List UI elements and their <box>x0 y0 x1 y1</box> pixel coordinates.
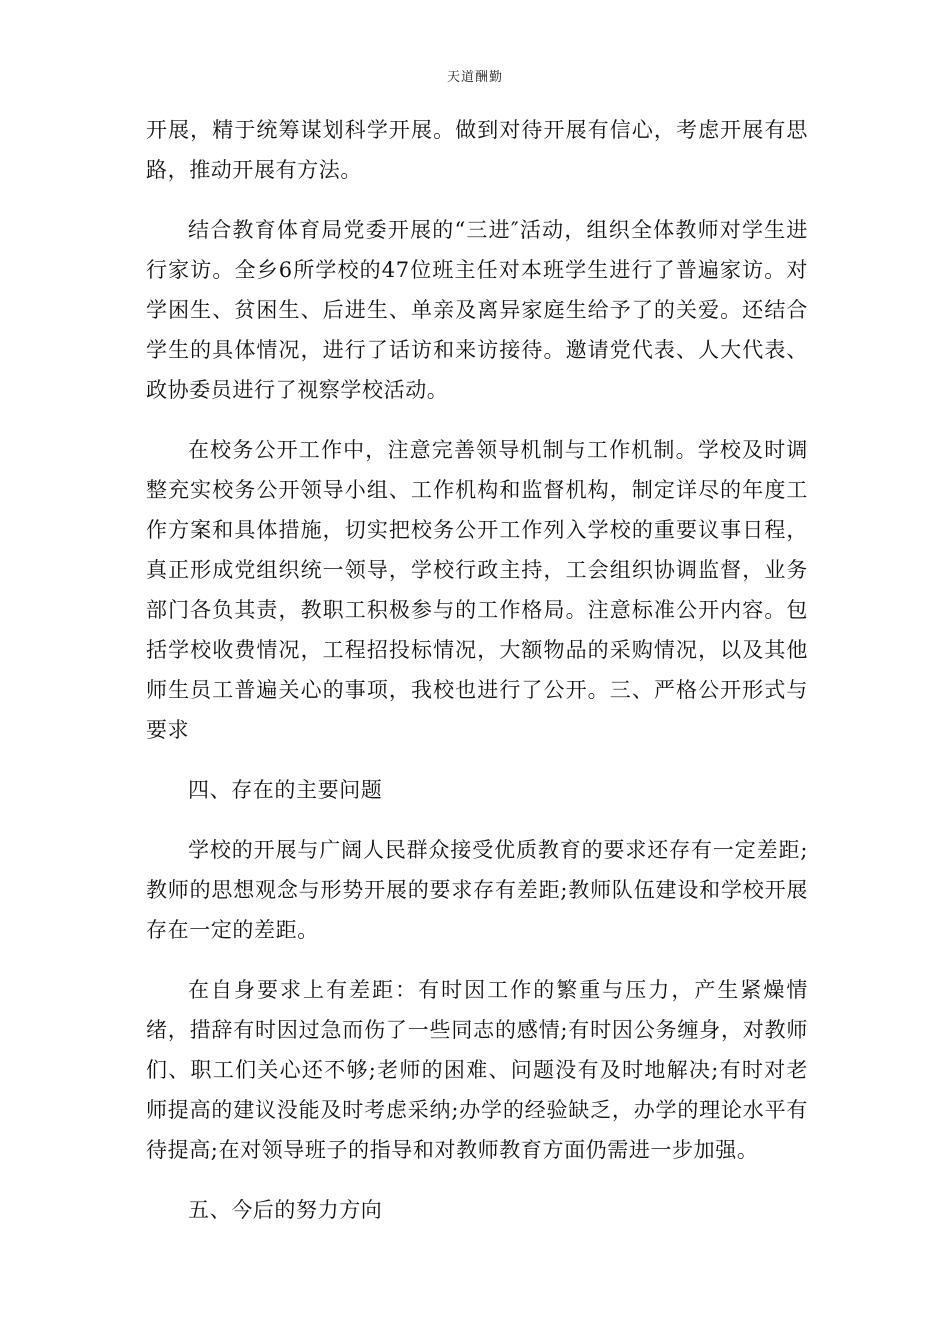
paragraph-self-gaps: 在自身要求上有差距：有时因工作的繁重与压力，产生紧燥情绪，措辞有时因过急而伤了一些同志的感情;有时因公务缠身，对教师们、职工们关心还不够;老师的困难、问题没有及时地解决;有时对老师提高的建议没能及时考虑采纳;办学的经验缺乏，办学的理论水平有待提高;在对领导班子的指导和对教师教育方面仍需进一步加强。 <box>146 978 808 1162</box>
page-header: 天道酬勤 <box>446 70 503 85</box>
paragraph-school-affairs: 在校务公开工作中，注意完善领导机制与工作机制。学校及时调整充实校务公开领导小组、工作机构和监督机构，制定详尽的年度工作方案和具体措施，切实把校务公开工作列入学校的重要议事日程，真正形成党组织统一领导，学校行政主持，工会组织协调监督，业务部门各负其责，教职工积极参与的工作格局。注意标准公开内容。包括学校收费情况，工程招投标情况，大额物品的采购情况，以及其他师生员工普遍关心的事项，我校也进行了公开。三、严格公开形式与要求 <box>146 438 808 742</box>
paragraph-continued: 开展，精于统筹谋划科学开展。做到对待开展有信心，考虑开展有思路，推动开展有方法。 <box>146 118 808 182</box>
paragraph-home-visits: 结合教育体育局党委开展的“三进″活动，组织全体教师对学生进行家访。全乡6所学校的47位班主任对本班学生进行了普遍家访。对学困生、贫困生、后进生、单亲及离异家庭生给予了的关爱。还结合学生的具体情况，进行了话访和来访接待。邀请党代表、人大代表、政协委员进行了视察学校活动。 <box>146 218 808 402</box>
document-body <box>146 110 808 1250</box>
paragraph-gaps: 学校的开展与广阔人民群众接受优质教育的要求还存有一定差距;教师的思想观念与形势开展的要求存有差距;教师队伍建设和学校开展存在一定的差距。 <box>146 838 808 942</box>
section-heading-direction: 五、今后的努力方向 <box>188 1198 383 1222</box>
section-heading-problems: 四、存在的主要问题 <box>188 778 383 802</box>
